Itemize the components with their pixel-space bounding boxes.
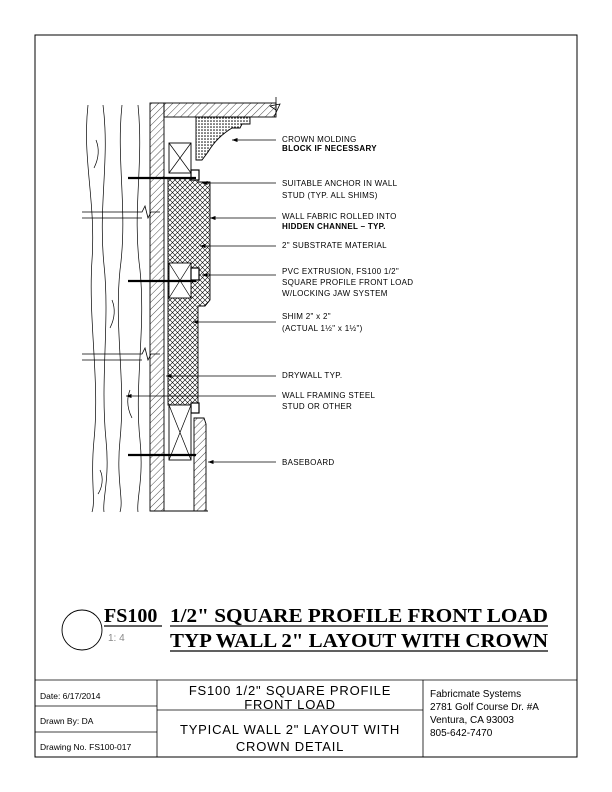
callout-substrate [282,241,387,250]
drawing-title-line1: 1/2" SQUARE PROFILE FRONT LOAD [170,605,548,627]
crown-molding [196,117,250,160]
callout-shim [282,312,363,333]
callout-drywall [282,371,342,380]
description-line4: CROWN DETAIL [235,739,345,754]
drawing-scale: 1: 4 [108,633,125,644]
wall-section-detail [82,97,413,512]
pvc-extrusion-middle [191,268,199,280]
drawn-by-field: Drawn By: DA [40,716,94,726]
callout-text: PVC EXTRUSION, FS100 1/2" [282,267,400,276]
callout-pvc-extrusion [282,267,413,298]
callout-wall-framing [282,391,376,411]
detail-bubble [62,610,102,650]
callout-text: BLOCK IF NECESSARY [282,144,377,153]
company-city: Ventura, CA 93003 [430,715,514,726]
pvc-extrusion-bottom [191,403,199,413]
description-line3: TYPICAL WALL 2" LAYOUT WITH [179,722,401,737]
callout-anchor [282,179,398,200]
ceiling [164,103,276,117]
callout-text: CROWN MOLDING [282,135,357,144]
drawing-number-field: Drawing No. FS100-017 [40,742,132,752]
company-phone: 805-642-7470 [430,728,493,739]
callout-text: SQUARE PROFILE FRONT LOAD [282,278,414,287]
company-name: Fabricmate Systems [430,689,522,700]
callout-text: SUITABLE ANCHOR IN WALL [282,179,398,188]
callout-baseboard [282,458,335,467]
description-line1: FS100 1/2" SQUARE PROFILE [188,683,392,698]
callout-text: (ACTUAL 1½" x 1½") [282,324,363,333]
baseboard [194,418,206,511]
callout-text: 2" SUBSTRATE MATERIAL [282,241,387,250]
callout-text: DRYWALL TYP. [282,371,343,380]
callout-text: SHIM 2" x 2" [282,312,331,321]
wood-grain [86,105,141,512]
callout-text: STUD OR OTHER [282,402,353,411]
drawing-title [62,605,549,652]
callout-wall-fabric [282,212,397,231]
company-address: 2781 Golf Course Dr. #A [430,702,539,713]
callout-text: WALL FRAMING STEEL [282,391,376,400]
description-line2: FRONT LOAD [244,697,336,712]
drawing-title-line2: TYP WALL 2" LAYOUT WITH CROWN [170,630,549,652]
date-field: Date: 6/17/2014 [40,691,101,701]
drawing-code: FS100 [104,605,158,627]
wall-stud [150,103,164,511]
callout-crown-molding [282,135,377,153]
callout-text: W/LOCKING JAW SYSTEM [282,289,388,298]
callout-text: WALL FABRIC ROLLED INTO [282,212,397,221]
callout-text: HIDDEN CHANNEL – TYP. [282,222,386,231]
break-lines [82,206,160,360]
callout-text: STUD (TYP. ALL SHIMS) [282,191,378,200]
callout-text: BASEBOARD [282,458,335,467]
